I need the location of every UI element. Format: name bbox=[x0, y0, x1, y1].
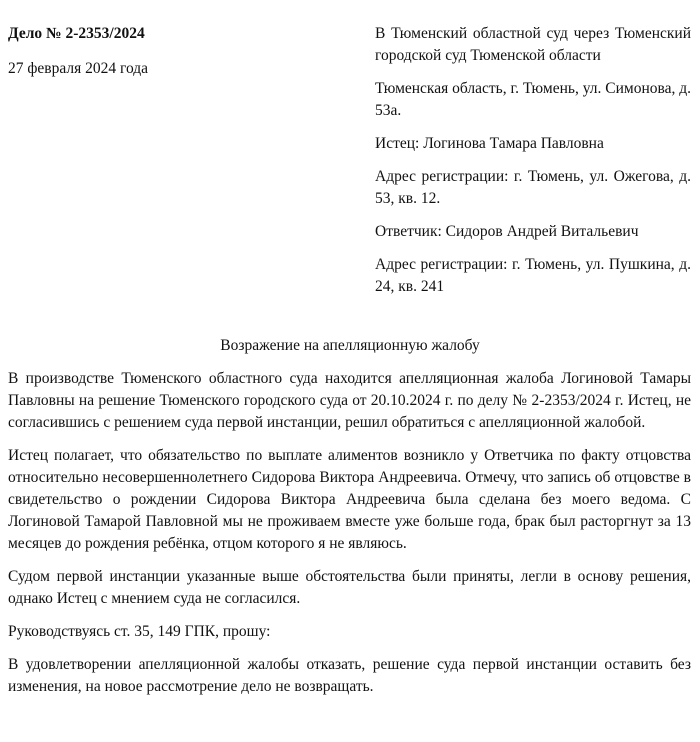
document-title: Возражение на апелляционную жалобу bbox=[220, 337, 480, 354]
court-address: Тюменская область, г. Тюмень, ул. Симонова, д. 53а. bbox=[375, 80, 691, 119]
case-number: Дело № 2-2353/2024 bbox=[8, 25, 145, 42]
document-date: 27 февраля 2024 года bbox=[8, 60, 149, 77]
paragraph-first-instance: Судом первой инстанции указанные выше обстоятельства были приняты, легли в основу решения, однако Истец с мнением суда не согласился. bbox=[8, 568, 691, 607]
defendant-name: Ответчик: Сидоров Андрей Витальевич bbox=[375, 223, 639, 240]
plaintiff-address: Адрес регистрации: г. Тюмень, ул. Ожегова, д. 53, кв. 12. bbox=[375, 168, 691, 207]
plaintiff-name: Истец: Логинова Тамара Павловна bbox=[375, 135, 604, 152]
defendant-address: Адрес регистрации: г. Тюмень, ул. Пушкина, д. 24, кв. 241 bbox=[375, 256, 691, 295]
court-name: В Тюменский областной суд через Тюменский городской суд Тюменской области bbox=[375, 25, 691, 64]
paragraph-legal-basis: Руководствуясь ст. 35, 149 ГПК, прошу: bbox=[8, 623, 271, 640]
paragraph-appeal-info: В производстве Тюменского областного суда находится апелляционная жалоба Логиновой Тамары Павловны на решение Тюменского городского суда от 20.10.2024 г. по делу № 2-2353/2024 г. Истец, не согласившись с решением суда первой инстанции, решил обратиться с апелляционной жалобой. bbox=[8, 370, 691, 431]
addressee-block bbox=[375, 23, 691, 309]
paragraph-request: В удовлетворении апелляционной жалобы отказать, решение суда первой инстанции оставить без изменения, на новое рассмотрение дело не возвращать. bbox=[8, 656, 691, 695]
paragraph-arguments: Истец полагает, что обязательство по выплате алиментов возникло у Ответчика по факту отцовства относительно несовершеннолетнего Сидорова Виктора Андреевича. Отмечу, что запись об отцовстве в свидетельство о рождении Сидорова Виктора Андреевича была сделана без моего ведома. С Логиновой Тамарой Павловной мы не проживаем вместе уже больше года, брак был расторгнут за 13 месяцев до рождения ребёнка, отцом которого я не являюсь. bbox=[8, 447, 691, 552]
document-body bbox=[8, 368, 691, 709]
